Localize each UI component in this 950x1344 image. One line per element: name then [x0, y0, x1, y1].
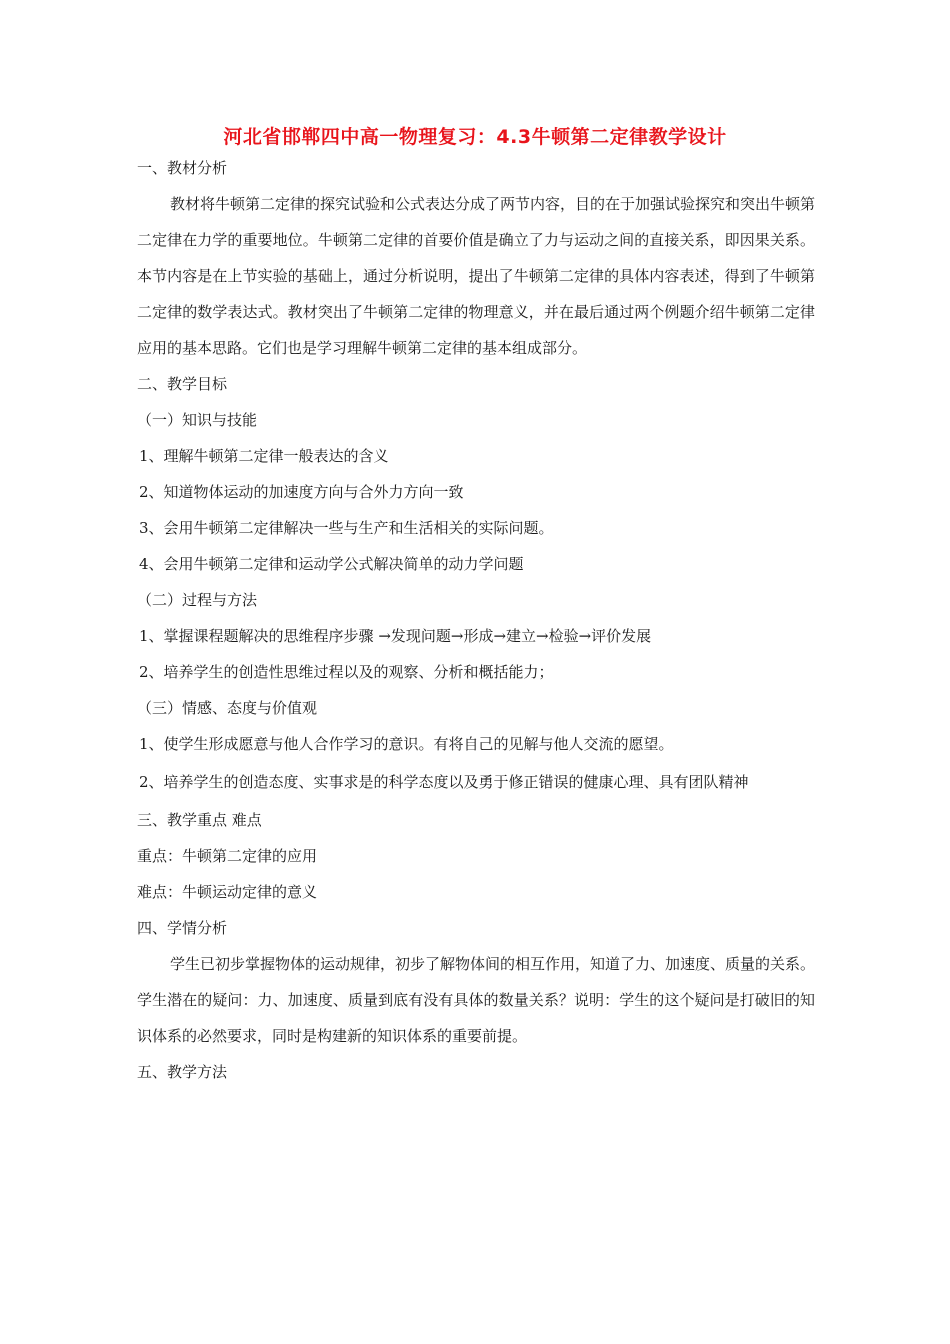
list-item: 2、培养学生的创造态度、实事求是的科学态度以及勇于修正错误的健康心理、具有团队精神	[139, 773, 749, 791]
list-item: 2、培养学生的创造性思维过程以及的观察、分析和概括能力；	[139, 663, 554, 681]
list-item: 1、理解牛顿第二定律一般表达的含义	[139, 447, 389, 465]
section-heading-teaching-goals: 二、教学目标	[137, 375, 228, 393]
subheading-knowledge-skills: （一）知识与技能	[137, 411, 258, 429]
key-point-text: 重点：牛顿第二定律的应用	[137, 847, 318, 865]
document-body	[137, 150, 815, 1090]
document-title: 河北省邯郸四中高一物理复习：4.3牛顿第二定律教学设计	[223, 126, 727, 148]
list-item: 1、掌握课程题解决的思维程序步骤 →发现问题→形成→建立→检验→评价发展	[139, 627, 652, 645]
difficulty-text: 难点：牛顿运动定律的意义	[137, 883, 318, 901]
paragraph-learner-analysis: 学生已初步掌握物体的运动规律，初步了解物体间的相互作用，知道了力、加速度、质量的关系。学生潜在的疑问：力、加速度、质量到底有没有具体的数量关系？说明：学生的这个疑问是打破旧的知识体系的必然要求，同时是构建新的知识体系的重要前提。	[137, 955, 816, 1045]
subheading-process-method: （二）过程与方法	[137, 591, 258, 609]
paragraph-textbook-analysis: 教材将牛顿第二定律的探究试验和公式表达分成了两节内容，目的在于加强试验探究和突出牛顿第二定律在力学的重要地位。牛顿第二定律的首要价值是确立了力与运动之间的直接关系，即因果关系。本节内容是在上节实验的基础上，通过分析说明，提出了牛顿第二定律的具体内容表述，得到了牛顿第二定律的数学表达式。教材突出了牛顿第二定律的物理意义，并在最后通过两个例题介绍牛顿第二定律应用的基本思路。它们也是学习理解牛顿第二定律的基本组成部分。	[137, 195, 816, 357]
section-heading-learner-analysis: 四、学情分析	[137, 919, 228, 937]
list-item: 1、使学生形成愿意与他人合作学习的意识。有将自己的见解与他人交流的愿望。	[139, 735, 674, 753]
subheading-emotion-values: （三）情感、态度与价值观	[137, 699, 318, 717]
section-heading-teaching-methods: 五、教学方法	[137, 1063, 228, 1081]
list-item: 3、会用牛顿第二定律解决一些与生产和生活相关的实际问题。	[139, 519, 554, 537]
section-heading-textbook-analysis: 一、教材分析	[137, 159, 228, 177]
list-item: 2、知道物体运动的加速度方向与合外力方向一致	[139, 483, 464, 501]
list-item: 4、会用牛顿第二定律和运动学公式解决简单的动力学问题	[139, 555, 524, 573]
section-heading-key-points: 三、教学重点 难点	[137, 811, 262, 829]
